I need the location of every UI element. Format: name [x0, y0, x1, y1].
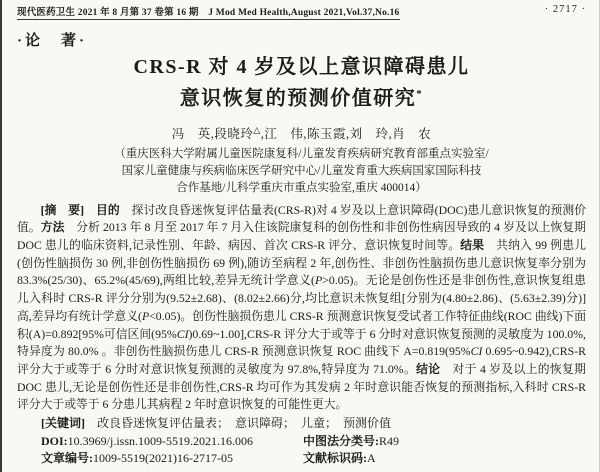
affiliation-block: [17, 146, 586, 197]
title-footnote-mark: *: [416, 88, 424, 100]
affiliation-line3: 合作基地/儿科学重庆市重点实验室,重庆 400014）: [176, 181, 427, 194]
keywords-line: [关键词] 改良昏迷恢复评估量表； 意识障碍； 儿童； 预测价值: [41, 416, 392, 431]
page-header: [17, 4, 586, 20]
page-number: · 2717 ·: [544, 4, 586, 15]
article-number: 文章编号:1009-5519(2021)16-2717-05: [41, 451, 233, 466]
article-title: [17, 54, 586, 113]
meta-row-doi: [17, 433, 586, 451]
author-names-suffix: ,江 伟,陈玉霞,刘 玲,肖 农: [260, 126, 432, 141]
clc-number: 中图法分类号:R49: [303, 433, 400, 448]
page-left-border: [0, 0, 2, 472]
author-names-prefix: 冯 英,段晓玲: [171, 126, 254, 141]
corresponding-author-mark: △: [253, 124, 261, 135]
authors-line: [17, 124, 586, 142]
article-title-line1: CRS-R 对 4 岁及以上意识障碍患儿: [133, 56, 470, 78]
abstract-paragraph: [摘 要] 目的 探讨改良昏迷恢复评估量表(CRS-R)对 4 岁及以上意识障碍(DOC)患儿意识恢复的预测价值。方法 分析 2013 年 8 月至 2017 年 7 月入住该院康复科的创伤性和非创伤性病因导致的 4 岁及以上恢复期 DOC 患儿的临床资料,记录性别、年龄、病因、首次 CRS-R 评分、意识恢复时间等。结果 共纳入 99 例患儿(创伤性脑损伤 30 例,非创伤性脑损伤 69 例),随访至病程 2 年,创伤性、非创伤性脑损伤患儿意识恢复率分别为 83.3%(25/30)、65.2%(45/69),两组比较,差异无统计学意义(P>0.05)。无论是创伤性还是非创伤性,意识恢复组患儿入科时 CRS-R 评分分别为(9.52±2.68)、(8.02±2.66)分,均比意识未恢复组[分别为(4.80±2.86)、(5.63±2.39)分)]高,差异均有统计学意义(P<0.05)。创伤性脑损伤患儿 CRS-R 预测意识恢复受试者工作特征曲线(ROC 曲线)下面积(A)=0.892[95%可信区间(95%CI)0.69~1.00],CRS-R 评分大于或等于 6 分时对意识恢复预测的灵敏度为 100.0%,特异度为 80.0% 。非创伤性脑损伤患儿 CRS-R 预测意识恢复 ROC 曲线下 A=0.819(95%CI 0.695~0.942),CRS-R 评分大于或等于 6 分时对意识恢复预测的灵敏度为 97.8%,特异度为 71.0%。结论 对于 4 岁及以上的恢复期 DOC 患儿,无论是创伤性还是非创伤性,CRS-R 均可作为其发病 2 年时意识能否恢复的预测指标,入科时 CRS-R 评分大于或等于 6 分患儿其病程 2 年时意识恢复的可能性更大。: [17, 202, 587, 412]
doi-value: DOI:10.3969/j.issn.1009-5519.2021.16.006: [41, 433, 254, 448]
affiliation-line2: 国家儿童健康与疾病临床医学研究中心/儿童发育重大疾病国家国际科技: [121, 164, 482, 177]
document-code: 文献标识码:A: [303, 451, 376, 466]
article-title-line2: 意识恢复的预测价值研究: [179, 87, 417, 110]
affiliation-line1: （重庆医科大学附属儿童医院康复科/儿童发育疾病研究教育部重点实验室/: [114, 147, 489, 160]
section-label: ·论 著·: [17, 33, 88, 49]
meta-row-article-id: [17, 450, 586, 468]
journal-citation: 现代医药卫生 2021 年 8 月第 37 卷第 16 期 J Mod Med Health,August 2021,Vol.37,No.16: [17, 4, 400, 20]
